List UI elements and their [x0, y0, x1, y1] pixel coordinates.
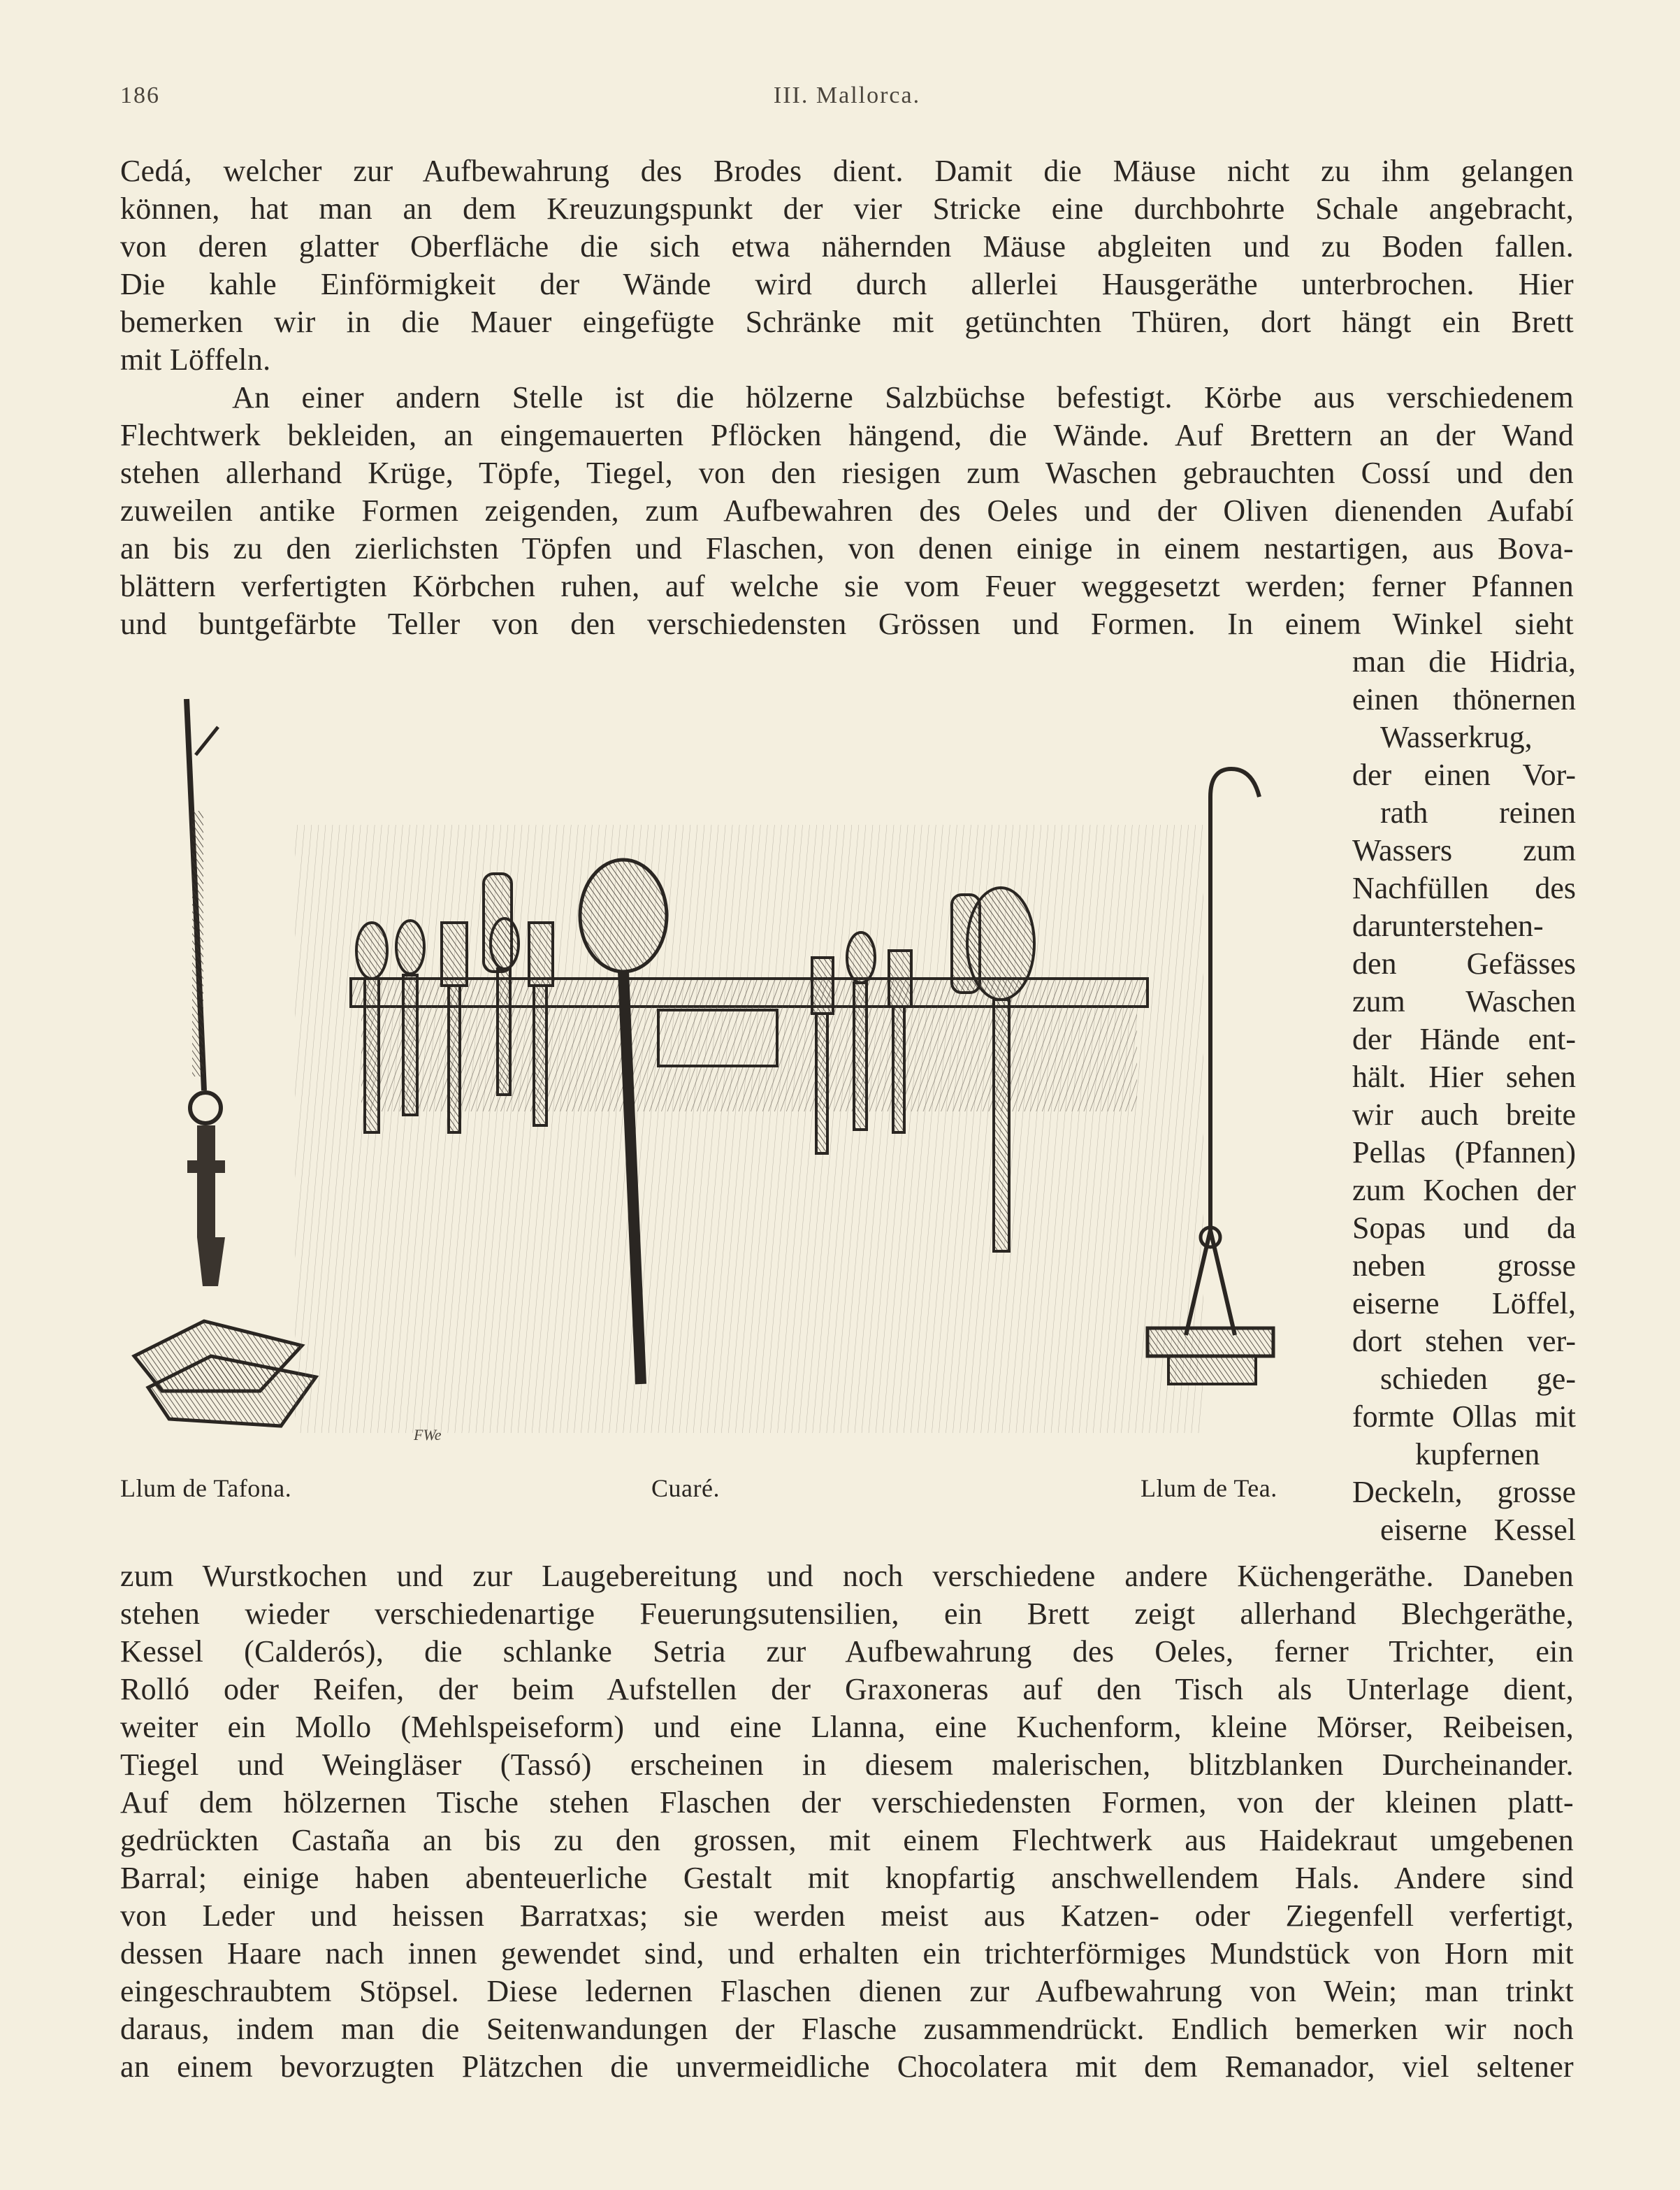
text-line: und buntgefärbte Teller von den verschiedensten Grössen und Formen. In einem Winkel sieht: [120, 607, 1574, 641]
text-line: Tiegel und Weingläser (Tassó) erscheinen in diesem malerischen, blitzblanken Durcheinander.: [120, 1748, 1574, 1782]
text-line: hält. Hier sehen: [1352, 1060, 1576, 1094]
text-line: darunterstehen-: [1352, 909, 1544, 943]
text-line: zum Waschen: [1352, 984, 1576, 1018]
text-line: Nachfüllen des: [1352, 871, 1576, 905]
text-line: der einen Vor-: [1352, 758, 1576, 792]
text-line: Wassers zum: [1352, 833, 1576, 867]
text-line: daraus, indem man die Seitenwandungen der Flasche zusammendrückt. Endlich bemerken wir noch: [120, 2012, 1574, 2046]
cuare-spoon-rack: [295, 825, 1203, 1443]
paragraph-1: [120, 152, 1574, 379]
engraving-illustration: [120, 685, 1336, 1468]
text-line: Sopas und da: [1352, 1211, 1576, 1245]
text-line: von Leder und heissen Barratxas; sie werden meist aus Katzen- oder Ziegenfell verfertigt,: [120, 1899, 1574, 1933]
text-line: stehen allerhand Krüge, Töpfe, Tiegel, von den riesigen zum Waschen gebrauchten Cossí und den: [120, 456, 1574, 490]
text-line: Wasserkrug,: [1380, 720, 1533, 754]
figure-kitchen-utensils: [120, 685, 1336, 1502]
text-line: eingeschraubtem Stöpsel. Diese ledernen Flaschen dienen zur Aufbewahrung von Wein; man trinkt: [120, 1974, 1574, 2008]
paragraph-3: [120, 1557, 1574, 2086]
caption-llum-de-tea: Llum de Tea.: [1140, 1474, 1277, 1502]
text-line: Rolló oder Reifen, der beim Aufstellen der Graxoneras auf den Tisch als Unterlage dient,: [120, 1672, 1574, 1706]
text-line: eiserne Kessel: [1380, 1513, 1576, 1547]
text-line: Barral; einige haben abenteuerliche Gestalt mit knopfartig anschwellendem Hals. Andere sind: [120, 1861, 1574, 1895]
text-line: mit Löffeln.: [120, 343, 271, 377]
text-line: stehen wieder verschiedenartige Feuerungsutensilien, ein Brett zeigt allerhand Blechgeräthe,: [120, 1597, 1574, 1631]
text-line: an einem bevorzugten Plätzchen die unvermeidliche Chocolatera mit dem Remanador, viel seltener: [120, 2049, 1574, 2084]
text-line: Flechtwerk bekleiden, an eingemauerten Pflöcken hängend, die Wände. Auf Brettern an der Wand: [120, 418, 1574, 452]
text-line: zuweilen antike Formen zeigenden, zum Aufbewahren des Oeles und der Oliven dienenden Aufabí: [120, 494, 1574, 528]
text-line: dessen Haare nach innen gewendet sind, und erhalten ein trichterförmiges Mundstück von Horn mit: [120, 1936, 1574, 1971]
text-line: rath reinen: [1380, 795, 1576, 830]
text-line: den Gefässes: [1352, 946, 1576, 981]
side-text-column: [1352, 643, 1576, 1549]
text-line: Die kahle Einförmigkeit der Wände wird durch allerlei Hausgeräthe unterbrochen. Hier: [120, 267, 1574, 301]
text-line: an bis zu den zierlichsten Töpfen und Flaschen, von denen einige in einem nestartigen, aus Bova-: [120, 531, 1574, 565]
page-header: [120, 82, 1574, 124]
text-line: dort stehen ver-: [1352, 1324, 1576, 1358]
text-line: der Hände ent-: [1352, 1022, 1576, 1056]
caption-cuare: Cuaré.: [651, 1474, 720, 1502]
text-line: von deren glatter Oberfläche die sich etwa nähernden Mäuse abgleiten und zu Boden fallen.: [120, 229, 1574, 264]
text-line: formte Ollas mit: [1352, 1399, 1576, 1434]
running-head: III. Mallorca.: [773, 82, 921, 108]
page-number: 186: [120, 82, 160, 108]
paragraph-2: [120, 379, 1574, 643]
text-line: kupfernen: [1415, 1437, 1540, 1471]
text-line: einen thönernen: [1352, 682, 1576, 716]
text-line: zum Kochen der: [1352, 1173, 1576, 1207]
text-line: Cedá, welcher zur Aufbewahrung des Brodes dient. Damit die Mäuse nicht zu ihm gelangen: [120, 154, 1574, 188]
llum-de-tafona-lamp: [134, 699, 316, 1426]
text-line: eiserne Löffel,: [1352, 1286, 1576, 1320]
text-line: gedrückten Castaña an bis zu den grossen, mit einem Flechtwerk aus Haidekraut umgebenen: [120, 1823, 1574, 1857]
text-line: An einer andern Stelle ist die hölzerne Salzbüchse befestigt. Körbe aus verschiedenem: [232, 380, 1574, 415]
engraver-signature: FWe: [414, 1426, 442, 1443]
text-line: wir auch breite: [1352, 1097, 1576, 1132]
text-line: man die Hidria,: [1352, 644, 1576, 679]
caption-llum-de-tafona: Llum de Tafona.: [120, 1474, 292, 1502]
text-line: schieden ge-: [1380, 1362, 1576, 1396]
text-line: neben grosse: [1352, 1248, 1576, 1283]
text-line: weiter ein Mollo (Mehlspeiseform) und eine Llanna, eine Kuchenform, kleine Mörser, Reibeisen,: [120, 1710, 1574, 1744]
text-line: Deckeln, grosse: [1352, 1475, 1576, 1509]
text-line: Pellas (Pfannen): [1352, 1135, 1576, 1169]
text-line: Auf dem hölzernen Tische stehen Flaschen der verschiedensten Formen, von der kleinen platt-: [120, 1785, 1574, 1820]
text-line: Kessel (Calderós), die schlanke Setria zur Aufbewahrung des Oeles, ferner Trichter, ein: [120, 1634, 1574, 1669]
text-line: zum Wurstkochen und zur Laugebereitung und noch verschiedene andere Küchengeräthe. Daneben: [120, 1559, 1574, 1593]
text-line: können, hat man an dem Kreuzungspunkt der vier Stricke eine durchbohrte Schale angebracht,: [120, 192, 1574, 226]
text-line: bemerken wir in die Mauer eingefügte Schränke mit getünchten Thüren, dort hängt ein Brett: [120, 305, 1574, 339]
text-line: blättern verfertigten Körbchen ruhen, auf welche sie vom Feuer weggesetzt werden; ferner Pfannen: [120, 569, 1574, 603]
